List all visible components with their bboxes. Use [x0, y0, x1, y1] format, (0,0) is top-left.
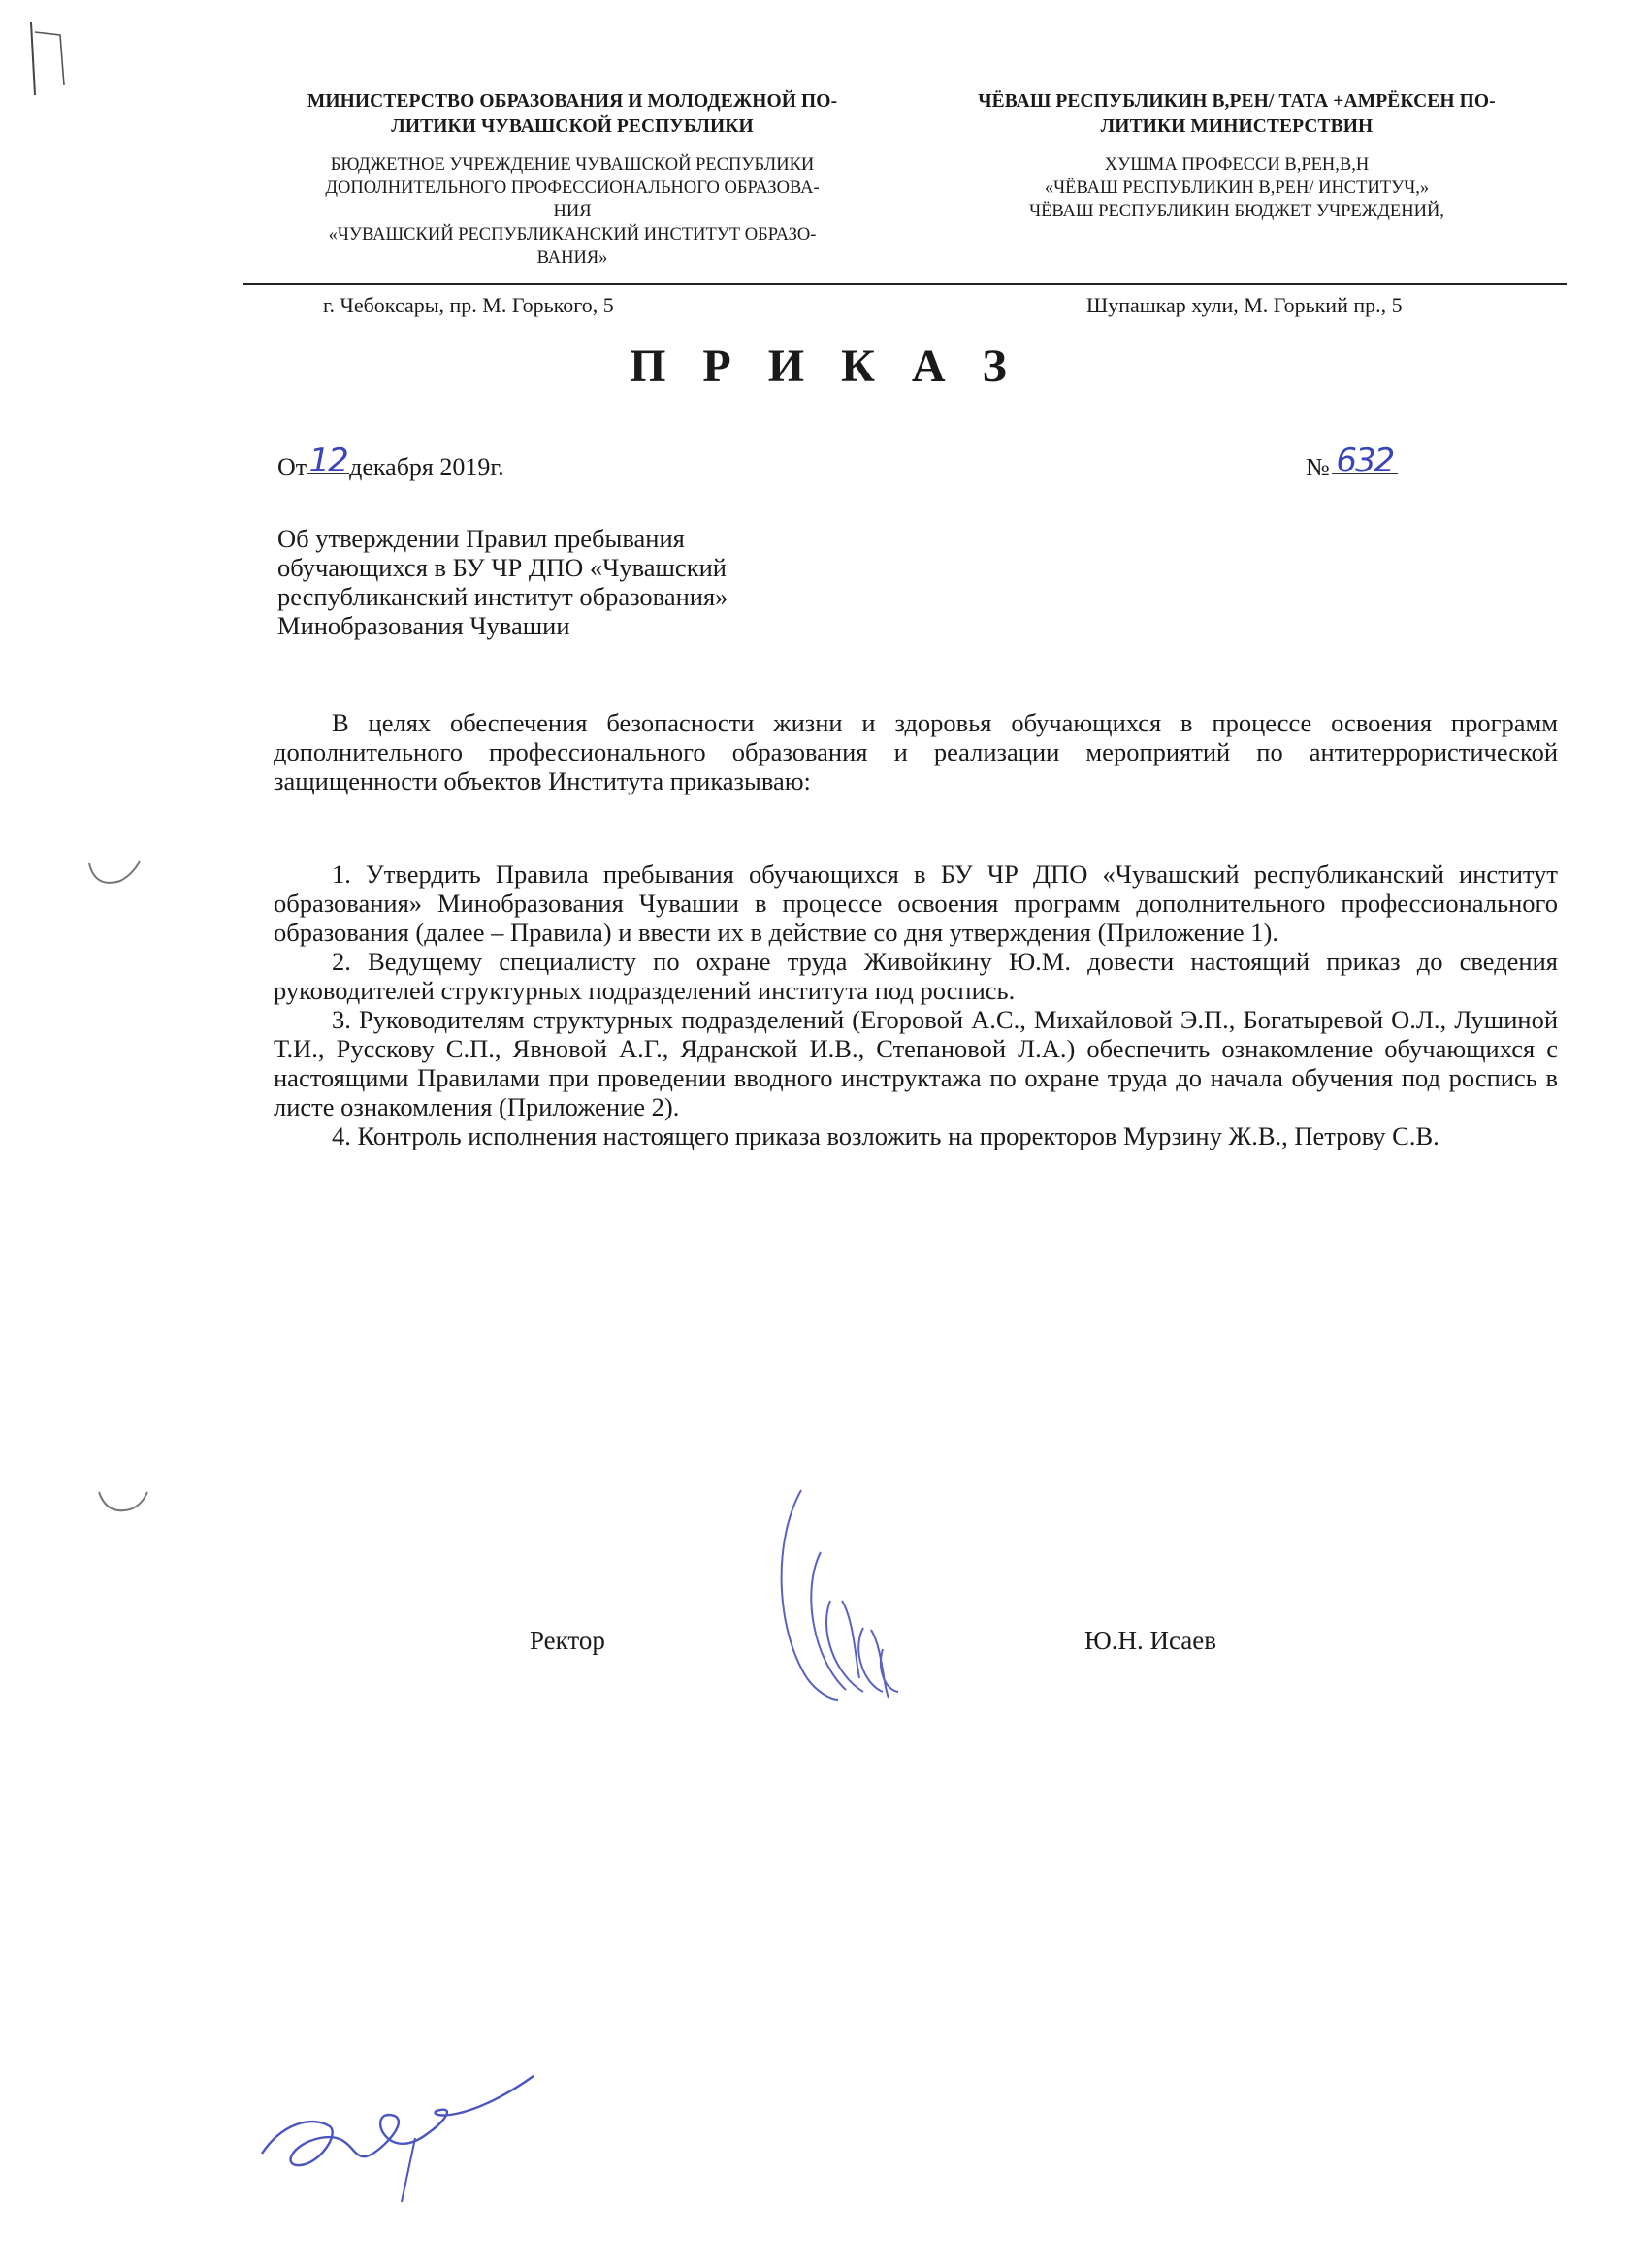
order-subject [277, 524, 879, 640]
ministry-name-ru: МИНИСТЕРСТВО ОБРАЗОВАНИЯ И МОЛОДЕЖНОЙ ПО- ЛИТИКИ ЧУВАШСКОЙ РЕСПУБЛИКИ [307, 91, 838, 137]
rector-signature [762, 1484, 937, 1707]
order-item: 2. Ведущему специалисту по охране труда Живойкину Ю.М. довести настоящий приказ до сведения руководителей структурных подразделений института под роспись. [274, 947, 1558, 1005]
header-right-block [931, 89, 1542, 223]
institution-name-ru: БЮДЖЕТНОЕ УЧРЕЖДЕНИЕ ЧУВАШСКОЙ РЕСПУБЛИКИ ДОПОЛНИТЕЛЬНОГО ПРОФЕССИОНАЛЬНОГО ОБРАЗОВА- НИЯ «ЧУВАШСКИЙ РЕСПУБЛИКАНСКИЙ ИНСТИТУТ ОБРАЗО- ВАНИЯ» [325, 155, 820, 268]
signatory-role: Ректор [530, 1626, 605, 1655]
order-item: 3. Руководителям структурных подразделений (Егоровой А.С., Михайловой Э.П., Богатыревой О.Л., Лушиной Т.И., Русскову С.П., Явновой А.Г., Ядранской И.В., Степановой Л.А.) обеспечить ознакомление обучающихся с настоящими Правилами при проведении вводного инструктажа по охране труда до начала обучения под роспись в листе ознакомления (Приложение 2). [274, 1005, 1558, 1121]
date-suffix: декабря 2019г. [349, 453, 504, 481]
number-prefix: № [1306, 453, 1330, 481]
institution-name-cv: ХУШМА ПРОФЕССИ В,РЕН,В,Н «ЧЁВАШ РЕСПУБЛИКИН В,РЕН/ ИНСТИТУЧ,» ЧЁВАШ РЕСПУБЛИКИН БЮДЖЕТ УЧРЕЖДЕНИЙ, [1029, 155, 1444, 221]
margin-pencil-mark [21, 17, 80, 105]
punch-hole-mark [81, 856, 149, 894]
date-prefix: От [277, 453, 307, 481]
subject-line: республиканский институт образования» [277, 582, 728, 611]
order-date [277, 441, 504, 482]
order-number [1306, 441, 1398, 482]
subject-line: Об утверждении Правил пребывания [277, 524, 685, 553]
order-item: 1. Утвердить Правила пребывания обучающихся в БУ ЧР ДПО «Чувашский республиканский институт образования» Минобразования Чувашии в процессе освоения программ дополнительного профессионального образования (далее – Правила) и ввести их в действие со дня утверждения (Приложение 1). [274, 859, 1558, 947]
punch-hole-mark [93, 1484, 161, 1523]
address-ru: г. Чебоксары, пр. М. Горького, 5 [323, 293, 614, 317]
intro-paragraph: В целях обеспечения безопасности жизни и здоровья обучающихся в процессе освоения программ дополнительного профессионального образования и реализации мероприятий по антитеррористической защищенности объектов Института приказываю: [274, 708, 1558, 795]
address-cv: Шупашкар хули, М. Горький пр., 5 [1086, 293, 1403, 317]
subject-line: Минобразования Чувашии [277, 611, 570, 640]
order-items [274, 859, 1558, 1150]
document-title: П Р И К А З [630, 340, 1019, 392]
subject-line: обучающихся в БУ ЧР ДПО «Чувашский [277, 553, 727, 582]
signatory-name: Ю.Н. Исаев [1084, 1626, 1217, 1655]
date-day-handwritten: 12 [307, 448, 349, 474]
header-divider [242, 283, 1567, 285]
ministry-name-cv: ЧЁВАШ РЕСПУБЛИКИН В,РЕН/ ТАТА +АМРЁКСЕН ПО- ЛИТИКИ МИНИСТЕРСТВИН [978, 91, 1496, 137]
order-item: 4. Контроль исполнения настоящего приказа возложить на проректоров Мурзину Ж.В., Петрову С.В. [332, 1121, 1439, 1150]
header-left-block [262, 89, 883, 270]
number-handwritten: 632 [1332, 448, 1398, 474]
approval-signature [242, 2057, 572, 2212]
